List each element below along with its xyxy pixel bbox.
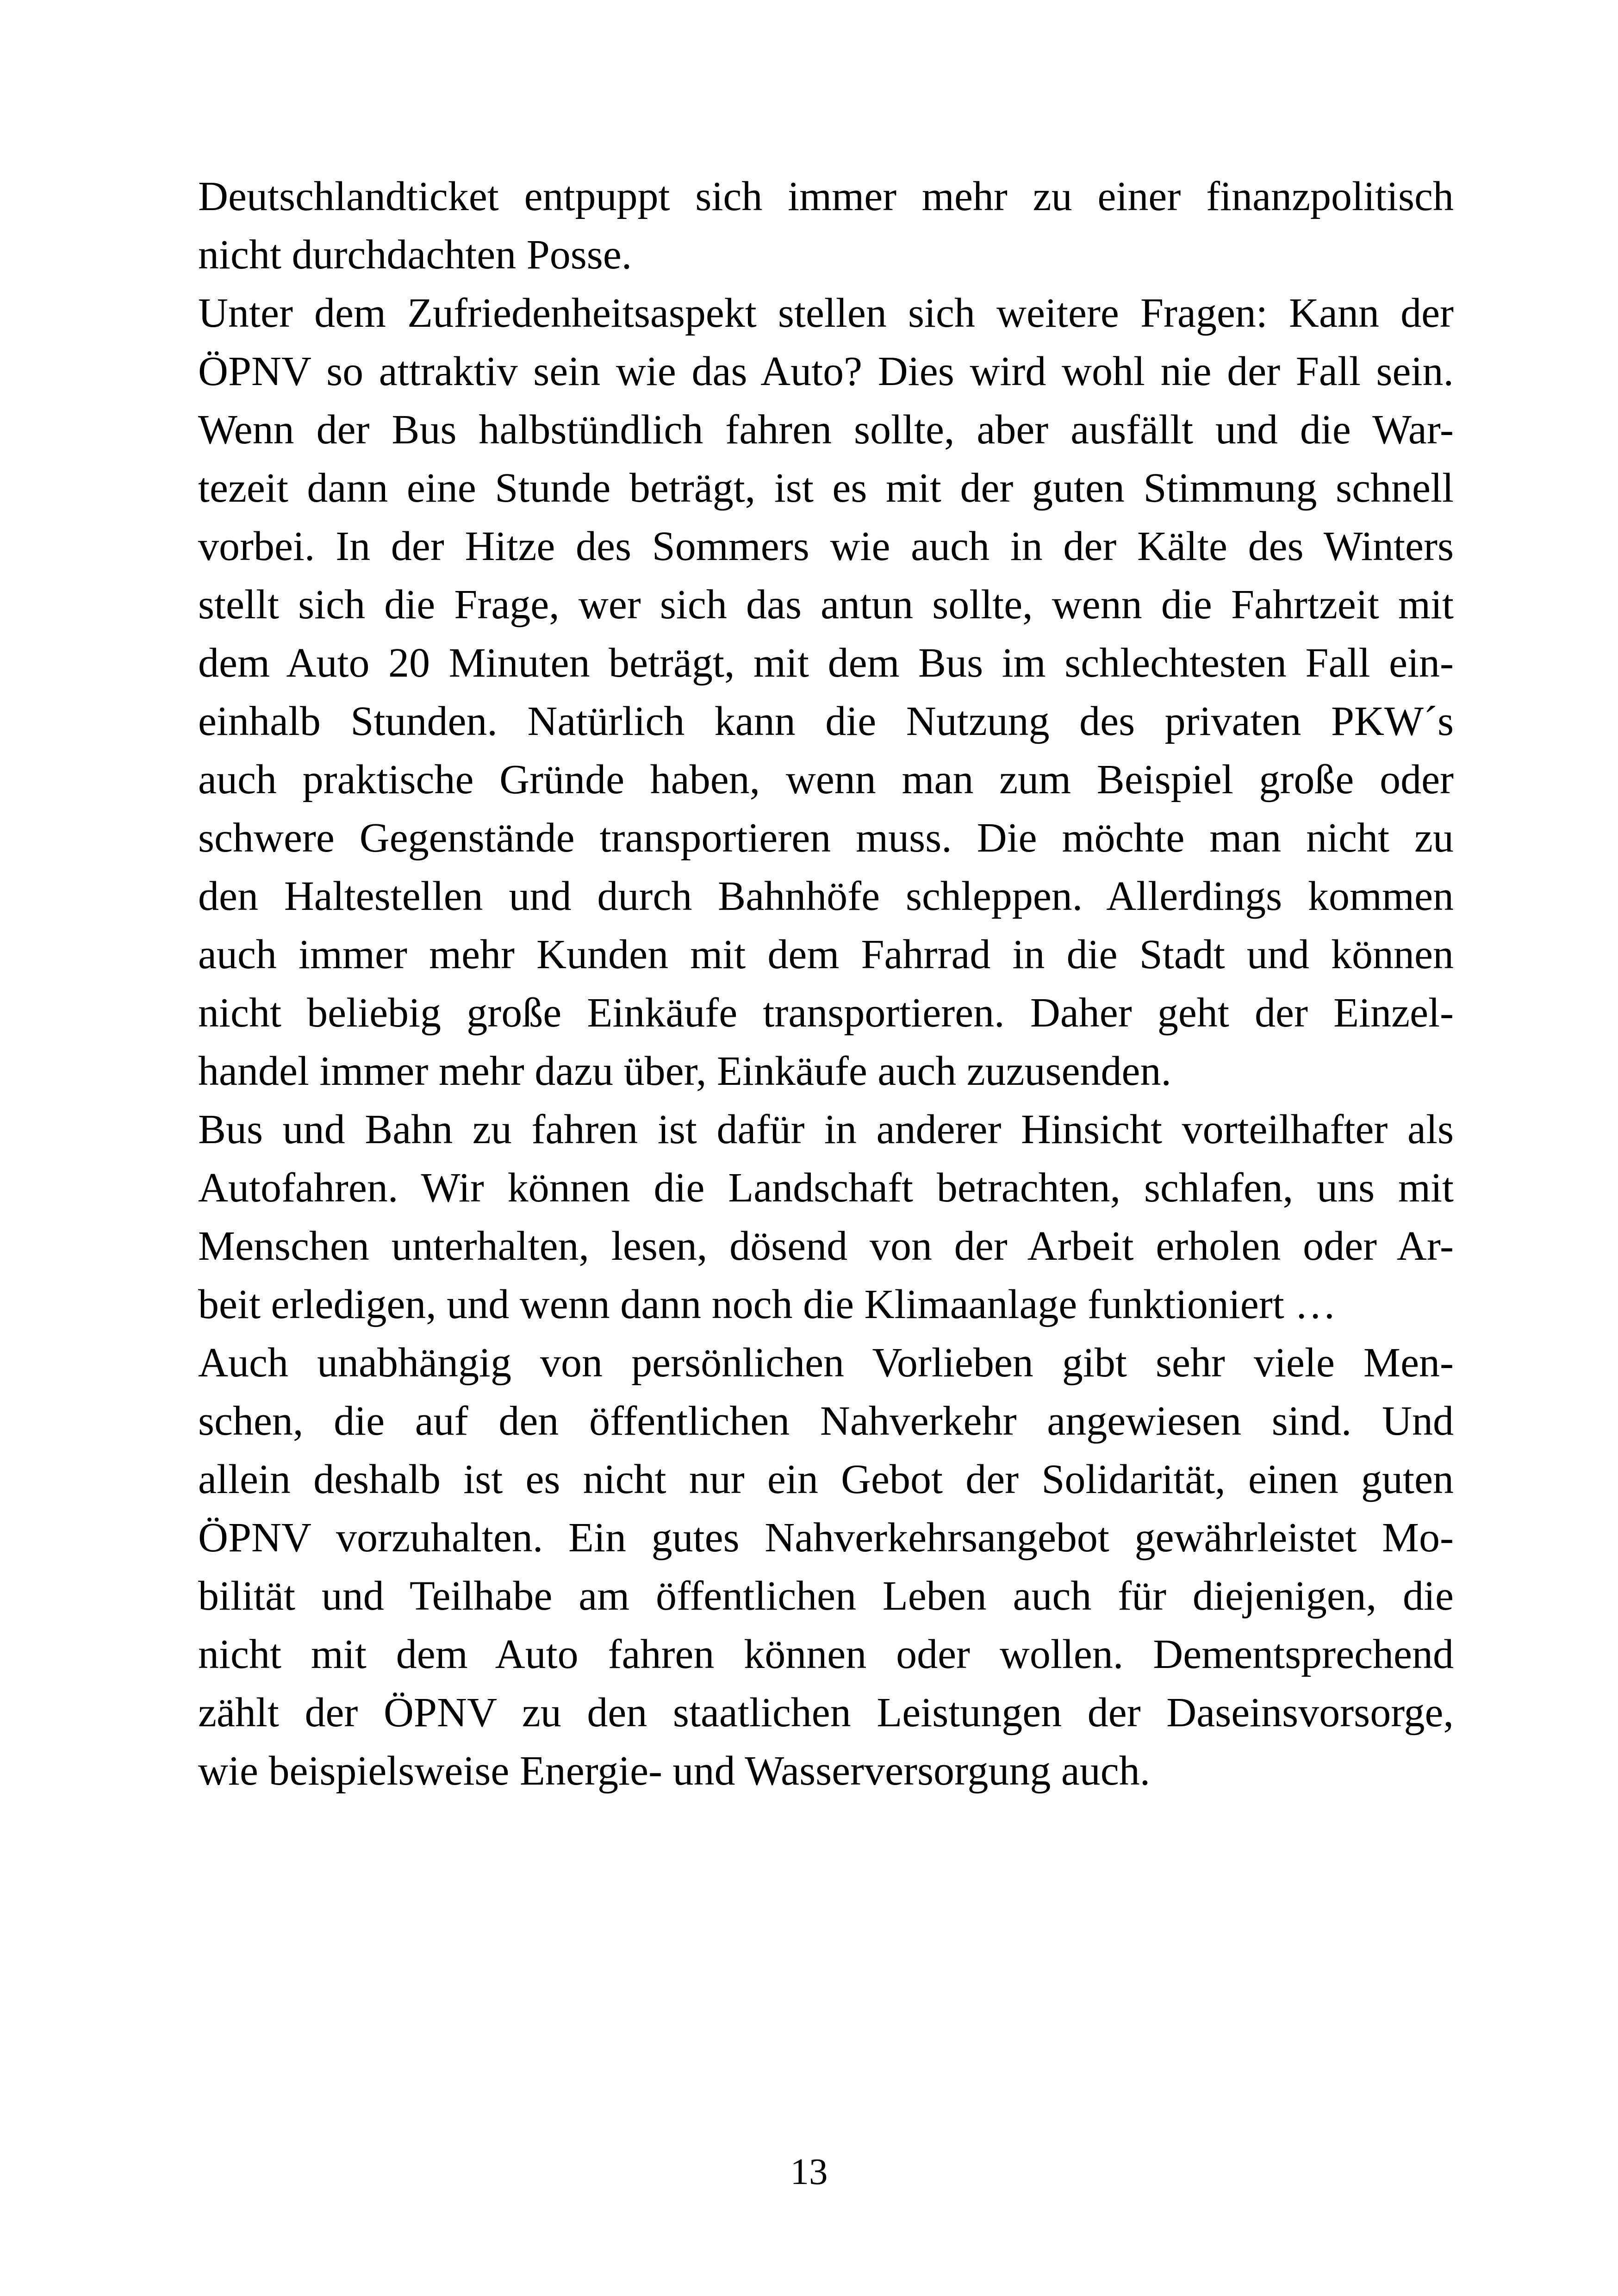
text-line: wie beispielsweise Energie- und Wasserversorgung auch. xyxy=(198,1748,1151,1794)
paragraph xyxy=(198,1334,1454,1800)
text-line: bilität und Teilhabe am öffentlichen Leben auch für diejenigen, die xyxy=(198,1573,1454,1619)
text-line: dem Auto 20 Minuten beträgt, mit dem Bus im schlechtesten Fall ein- xyxy=(198,640,1454,686)
text-line: zählt der ÖPNV zu den staatlichen Leistungen der Daseinsvorsorge, xyxy=(198,1690,1454,1736)
paragraph xyxy=(198,1101,1454,1334)
text-line: Menschen unterhalten, lesen, dösend von der Arbeit erholen oder Ar- xyxy=(198,1223,1454,1269)
body-text xyxy=(198,168,1454,1800)
text-line: Unter dem Zufriedenheitsaspekt stellen sich weitere Fragen: Kann der xyxy=(198,290,1454,336)
text-line: tezeit dann eine Stunde beträgt, ist es mit der guten Stimmung schnell xyxy=(198,465,1454,511)
text-line: Autofahren. Wir können die Landschaft betrachten, schlafen, uns mit xyxy=(198,1165,1454,1211)
text-line: ÖPNV vorzuhalten. Ein gutes Nahverkehrsangebot gewährleistet Mo- xyxy=(198,1515,1454,1561)
text-line: Deutschlandticket entpuppt sich immer mehr zu einer finanzpolitisch xyxy=(198,174,1454,219)
paragraph xyxy=(198,168,1454,284)
text-line: Bus und Bahn zu fahren ist dafür in anderer Hinsicht vorteilhafter als xyxy=(198,1107,1454,1152)
text-line: vorbei. In der Hitze des Sommers wie auch in der Kälte des Winters xyxy=(198,523,1454,569)
text-line: auch praktische Gründe haben, wenn man zum Beispiel große oder xyxy=(198,757,1454,803)
text-line: auch immer mehr Kunden mit dem Fahrrad in die Stadt und können xyxy=(198,932,1454,977)
text-line: schwere Gegenstände transportieren muss. Die möchte man nicht zu xyxy=(198,815,1454,861)
text-line: einhalb Stunden. Natürlich kann die Nutzung des privaten PKW´s xyxy=(198,698,1454,744)
page-number: 13 xyxy=(790,2151,828,2192)
text-line: den Haltestellen und durch Bahnhöfe schleppen. Allerdings kommen xyxy=(198,873,1454,919)
text-line: nicht mit dem Auto fahren können oder wollen. Dementsprechend xyxy=(198,1631,1454,1677)
text-line: nicht beliebig große Einkäufe transportieren. Daher geht der Einzel- xyxy=(198,990,1454,1036)
text-line: ÖPNV so attraktiv sein wie das Auto? Dies wird wohl nie der Fall sein. xyxy=(198,348,1454,394)
text-line: schen, die auf den öffentlichen Nahverkehr angewiesen sind. Und xyxy=(198,1398,1454,1444)
text-line: allein deshalb ist es nicht nur ein Gebot der Solidarität, einen guten xyxy=(198,1456,1454,1502)
paragraph xyxy=(198,284,1454,1101)
text-line: handel immer mehr dazu über, Einkäufe auch zuzusenden. xyxy=(198,1048,1172,1094)
text-line: Wenn der Bus halbstündlich fahren sollte, aber ausfällt und die War- xyxy=(198,407,1454,453)
text-line: stellt sich die Frage, wer sich das antun sollte, wenn die Fahrtzeit mit xyxy=(198,582,1454,628)
text-line: beit erledigen, und wenn dann noch die Klimaanlage funktioniert … xyxy=(198,1282,1337,1327)
text-line: nicht durchdachten Posse. xyxy=(198,232,632,278)
text-line: Auch unabhängig von persönlichen Vorlieben gibt sehr viele Men- xyxy=(198,1340,1454,1386)
